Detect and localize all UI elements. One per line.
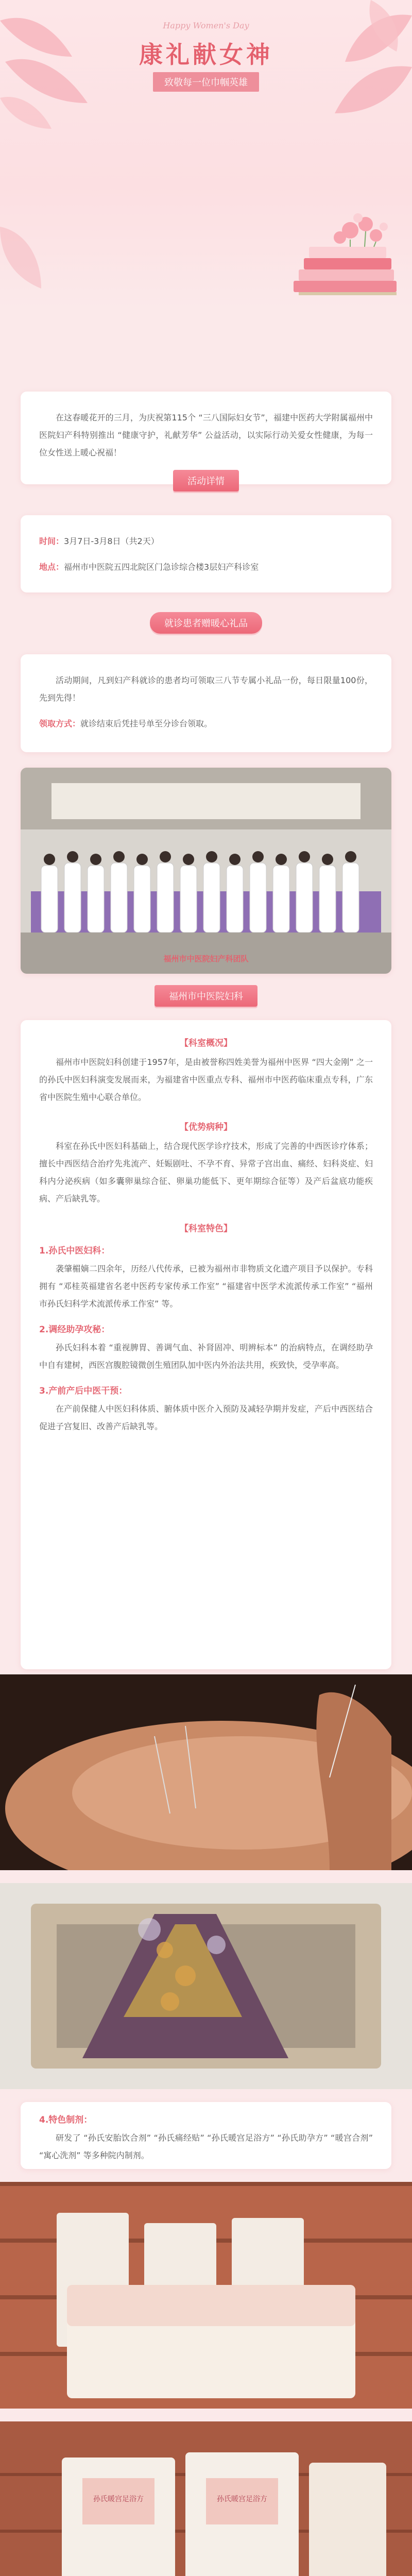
feature-4-title: 4.特色制剂： [39,2115,93,2125]
feature-3-title: 3.产前产后中医干预： [39,1386,128,1396]
advantage-label: 【优势病种】 [180,1122,232,1132]
event-card [21,515,391,592]
gift-rule-row [39,716,373,732]
event-time-label: 时间： [39,536,64,546]
product-label-2: 孙氏暖宫足浴方 [217,2495,267,2503]
event-section-header: 活动详情 [173,470,239,492]
event-place-value: 福州市中医院五四北院区门急诊综合楼3层妇产科诊室 [64,562,259,572]
gift-card [21,654,391,752]
event-place-row [39,560,373,575]
overview-text: 福州市中医院妇科创建于1957年，是由被誉称四姓美誉为福州中医界 “四大金刚” 之一的孙氏中医妇科演变发展而来，为福建省中医重点专科、福州市中医药临床重点专科，广东省中医院生殖中心联合单位。 [39,1057,373,1102]
feature-2-text: 孙氏妇科本着 “重视脾胃、善调气血、补肾固冲、明辨标本” 的治病特点，在调经助孕中自有建树，西医宫腹腔镜微创生殖团队加中医内外治法共用，疾致快，受孕率高。 [39,1343,373,1370]
team-photo-caption: 福州市中医院妇产科团队 [163,954,249,963]
gift-rule-value: 就诊结束后凭挂号单至分诊台领取。 [80,719,213,728]
product-photo-1 [0,2182,412,2409]
team-photo-image [21,768,391,974]
team-photo-card [21,768,391,974]
feature-label: 【科室特色】 [180,1224,232,1234]
overview-label: 【科室概况】 [180,1038,232,1048]
gift-rule-label: 领取方式： [39,719,81,728]
gift-text: 活动期间，凡到妇产科就诊的患者均可领取三八节专属小礼品一份，每日限量100份，先到先得！ [39,675,373,703]
feature-3-text: 在产前保健人中医妇科体质、腑体质中医介入预防及减轻孕期并发症，产后中西医结合促进子宫复旧、改善产后缺乳等。 [39,1404,373,1431]
product-photo-2 [0,2421,412,2576]
dept-card [21,1020,391,1669]
hero-banner [0,0,412,309]
feature-2-title: 2.调经助孕攻秘： [39,1325,110,1335]
hero-english-title: Happy Women's Day [163,21,249,30]
gift-section-header: 就诊患者赠暖心礼品 [150,612,262,634]
feature-4-card [21,2102,391,2169]
leaf-decoration-icon [0,216,62,299]
moxibustion-photo [0,1883,412,2089]
dept-section-header: 福州市中医院妇科 [154,985,258,1007]
event-time-row [39,534,373,549]
intro-text: 在这春暖花开的三月，为庆祝第115个 “三八国际妇女节”，福建中医药大学附属福州中医院妇产科特别推出 “健康守护，礼献芳华” 公益活动，以实际行动关爱女性健康，为每一位女性送上暖心祝福！ [39,413,373,457]
feature-4-text: 研发了 “孙氏安胎饮合剂” “孙氏痛经贴” “孙氏暖宫足浴方” “孙氏助孕方” “暖宫合剂” “寓心洗剂” 等多种院内制剂。 [39,2133,373,2160]
books-flowers-icon [288,204,407,301]
event-time-value: 3月7日-3月8日（共2天） [64,536,159,546]
feature-1-text: 袭肇楣嫡二四余年，历经八代传承，已被为福州市非物质文化遗产项目予以保护。专科拥有 “邓桂英福建省名老中医药专家传承工作室” “福建省中医学术流派传承工作室” “福州市孙氏妇科学术流派传承工作室” 等。 [39,1264,373,1309]
feature-1-title: 1.孙氏中医妇科： [39,1246,110,1256]
product-label-1: 孙氏暖宫足浴方 [93,2495,144,2503]
hero-title: 康礼献女神 [139,41,273,69]
advantage-text: 科室在孙氏中医妇科基础上，结合现代医学诊疗技术，形成了完善的中西医诊疗体系；擅长中西医结合治疗先兆流产、妊娠剧吐、不孕不育、异常子宫出血、痛经、妇科炎症、妇科内分泌疾病（如多囊卵巢综合征、卵巢功能低下、更年期综合征等）及产后盆底功能疾病、产后缺乳等。 [39,1141,373,1204]
acupuncture-photo [0,1674,412,1870]
hero-subtitle: 致敬每一位巾帼英雄 [153,72,259,92]
event-place-label: 地点： [39,562,64,572]
